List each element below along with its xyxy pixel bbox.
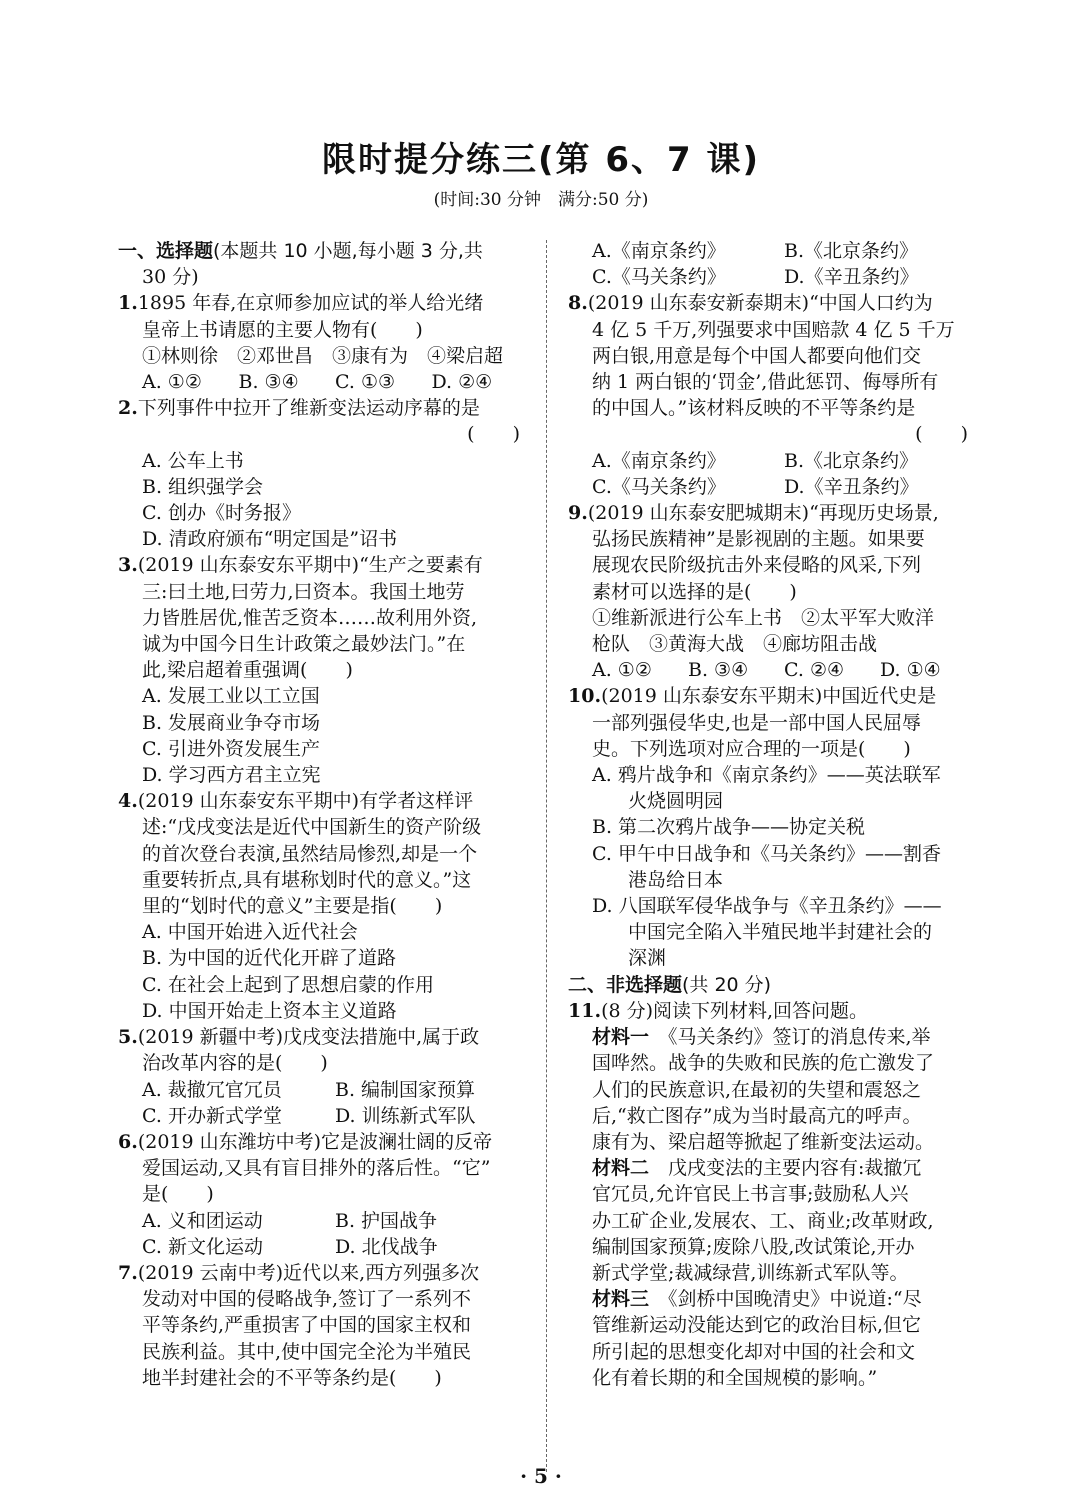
q8-option-d[interactable]: D.《辛丑条约》 [784, 475, 919, 498]
q5-option-a[interactable]: A. 裁撤冗官冗员 [142, 1078, 282, 1101]
section1-heading: 一、选择题(本题共 10 小题,每小题 3 分,共 [118, 240, 483, 262]
q2-option-a[interactable]: A. 公车上书 [142, 449, 244, 472]
q8-option-a[interactable]: A.《南京条约》 [592, 449, 726, 472]
q7-options-row2 [568, 264, 976, 290]
q4-option-c[interactable]: C. 在社会上起到了思想启蒙的作用 [142, 973, 434, 996]
q3-option-b[interactable]: B. 发展商业争夺市场 [142, 711, 321, 734]
q1-option-a[interactable]: A. ①② [142, 371, 202, 394]
q10-option-d[interactable]: D. 八国联军侵华战争与《辛丑条约》—— [592, 895, 942, 918]
column-divider [546, 240, 547, 1472]
q8-option-c[interactable]: C.《马关条约》 [592, 475, 726, 498]
question-3: 3.(2019 山东泰安东平期中)“生产之要素有 三:曰土地,曰劳力,曰资本。我国土地劳 力皆胜居优,惟苦乏资本……故利用外资, 诚为中国今日生计政策之最妙法门。”在 此,梁启超着重强调( ) A. 发展工业以工立国 B. 发展商业争夺市场 C. 引进外资发展生产 D. 学习西方君主立宪 [118, 552, 528, 788]
q6-option-d[interactable]: D. 北伐战争 [335, 1235, 438, 1258]
q4-option-a[interactable]: A. 中国开始进入近代社会 [142, 921, 358, 944]
page-number: · 5 · [520, 1464, 562, 1488]
question-4: 4.(2019 山东泰安东平期中)有学者这样评 述:“戊戌变法是近代中国新生的资产阶级 的首次登台表演,虽然结局惨烈,却是一个 重要转折点,具有堪称划时代的意义。”这 里的“划时代的意义”主要是指( ) A. 中国开始进入近代社会 B. 为中国的近代化开辟了道路 C. 在社会上起到了思想启蒙的作用 D. 中国开始走上资本主义道路 [118, 788, 528, 1024]
q1-option-b[interactable]: B. ③④ [238, 371, 299, 394]
q5-option-b[interactable]: B. 编制国家预算 [335, 1078, 476, 1101]
question-8: 8.(2019 山东泰安新泰期末)“中国人口约为 4 亿 5 千万,列强要求中国赔款 4 亿 5 千万 两白银,用意是每个中国人都要向他们交 纳 1 两白银的‘罚金’,借此惩罚、侮辱所有 的中国人。”该材料反映的不平等条约是 ( ) A.《南京条约》 B.《北京条约》 C.《马关条约》 D.《辛丑条约》 [568, 290, 976, 500]
right-column [568, 238, 976, 1391]
q7-options-row1 [568, 238, 976, 264]
page-title: 限时提分练三(第 6、7 课) [321, 140, 761, 180]
q9-option-b[interactable]: B. ③④ [688, 659, 749, 682]
q7-option-b[interactable]: B.《北京条约》 [784, 240, 919, 262]
q1-option-d[interactable]: D. ②④ [431, 371, 493, 394]
q5-option-c[interactable]: C. 开办新式学堂 [142, 1104, 282, 1127]
q4-option-b[interactable]: B. 为中国的近代化开辟了道路 [142, 947, 397, 970]
q2-option-d[interactable]: D. 清政府颁布“明定国是”诏书 [142, 528, 398, 551]
q10-option-a[interactable]: A. 鸦片战争和《南京条约》——英法联军 [592, 764, 941, 787]
question-2: 2.下列事件中拉开了维新变法运动序幕的是 ( ) A. 公车上书 B. 组织强学会 C. 创办《时务报》 D. 清政府颁布“明定国是”诏书 [118, 395, 528, 552]
q3-option-d[interactable]: D. 学习西方君主立宪 [142, 764, 321, 787]
q10-option-c[interactable]: C. 甲午中日战争和《马关条约》——割香 [592, 842, 941, 865]
question-9: 9.(2019 山东泰安肥城期末)“再现历史场景, 弘扬民族精神”是影视剧的主题。如果要 展现农民阶级抗击外来侵略的风采,下列 素材可以选择的是( ) ①维新派进行公车上书 ②太平军大败洋 枪队 ③黄海大战 ④廊坊阻击战 A. ①② B. ③④ C. ②④ D. ①④ [568, 500, 976, 683]
section2-heading: 二、非选择题(共 20 分) [568, 973, 772, 996]
left-column [118, 238, 528, 1391]
q10-option-b[interactable]: B. 第二次鸦片战争——协定关税 [592, 816, 866, 839]
question-6: 6.(2019 山东潍坊中考)它是波澜壮阔的反帝 爱国运动,又具有盲目排外的落后性。“它” 是( ) A. 义和团运动 B. 护国战争 C. 新文化运动 D. 北伐战争 [118, 1129, 528, 1260]
q5-option-d[interactable]: D. 训练新式军队 [335, 1104, 476, 1127]
q6-option-a[interactable]: A. 义和团运动 [142, 1209, 263, 1232]
question-7: 7.(2019 云南中考)近代以来,西方列强多次 发动对中国的侵略战争,签订了一系列不 平等条约,严重损害了中国的国家主权和 民族利益。其中,使中国完全沦为半殖民 地半封建社会的不平等条约是( ) [118, 1261, 480, 1389]
q7-option-c[interactable]: C.《马关条约》 [592, 266, 726, 289]
q7-option-a[interactable]: A.《南京条约》 [592, 240, 726, 262]
question-10: 10.(2019 山东泰安东平期末)中国近代史是 一部列强侵华史,也是一部中国人民屈辱 史。下列选项对应合理的一项是( ) A. 鸦片战争和《南京条约》——英法联军 火烧圆明园 B. 第二次鸦片战争——协定关税 C. 甲午中日战争和《马关条约》——割香 港岛给日本 D. 八国联军侵华战争与《辛丑条约》—— 中国完全陷入半殖民地半封建社会的 深渊 [568, 683, 976, 971]
q4-option-d[interactable]: D. 中国开始走上资本主义道路 [142, 999, 397, 1022]
page-subtitle: (时间:30 分钟 满分:50 分) [433, 190, 649, 210]
material-1: 材料一 《马关条约》签订的消息传来,举 [592, 1026, 931, 1049]
question-1: 1.1895 年春,在京师参加应试的举人给光绪 皇帝上书请愿的主要人物有( ) ①林则徐 ②邓世昌 ③康有为 ④梁启超 A. ①② B. ③④ C. ①③ D. ②④ [118, 290, 528, 395]
material-3: 材料三 《剑桥中国晚清史》中说道:“尽 [592, 1288, 922, 1311]
q8-option-b[interactable]: B.《北京条约》 [784, 449, 919, 472]
q7-option-d[interactable]: D.《辛丑条约》 [784, 266, 919, 289]
question-11: 11.(8 分)阅读下列材料,回答问题。 材料一 《马关条约》签订的消息传来,举 国哗然。战争的失败和民族的危亡激发了 人们的民族意识,在最初的失望和震怒之 后,“救亡图存”成为当时最高亢的呼声。 康有为、梁启超等掀起了维新变法运动。 材料二 戊戌变法的主要内容有:裁撤冗 官冗员,允许官民上书言事;鼓励私人兴 办工矿企业,发展农、工、商业;改革财政, 编制国家预算;废除八股,改试策论,开办 新式学堂;裁减绿营,训练新式军队等。 材料三 《剑桥中国晚清史》中说道:“尽 管维新运动没能达到它的政治目标,但它 所引起的思想变化却对中国的社会和文 化有着长期的和全国规模的影响。” [568, 998, 976, 1391]
q3-option-a[interactable]: A. 发展工业以工立国 [142, 685, 320, 708]
q6-option-b[interactable]: B. 护国战争 [335, 1209, 438, 1232]
q1-option-c[interactable]: C. ①③ [335, 371, 396, 394]
section1-heading-cont: 30 分) [142, 266, 199, 289]
q6-option-c[interactable]: C. 新文化运动 [142, 1235, 263, 1258]
q9-option-a[interactable]: A. ①② [592, 659, 652, 682]
q9-option-c[interactable]: C. ②④ [784, 659, 845, 682]
q3-option-c[interactable]: C. 引进外资发展生产 [142, 737, 320, 760]
q2-option-c[interactable]: C. 创办《时务报》 [142, 502, 301, 525]
material-2: 材料二 戊戌变法的主要内容有:裁撤冗 [592, 1157, 922, 1180]
q2-option-b[interactable]: B. 组织强学会 [142, 475, 264, 498]
q9-option-d[interactable]: D. ①④ [880, 659, 941, 682]
question-5: 5.(2019 新疆中考)戊戌变法措施中,属于政 治改革内容的是( ) A. 裁撤冗官冗员 B. 编制国家预算 C. 开办新式学堂 D. 训练新式军队 [118, 1024, 528, 1129]
